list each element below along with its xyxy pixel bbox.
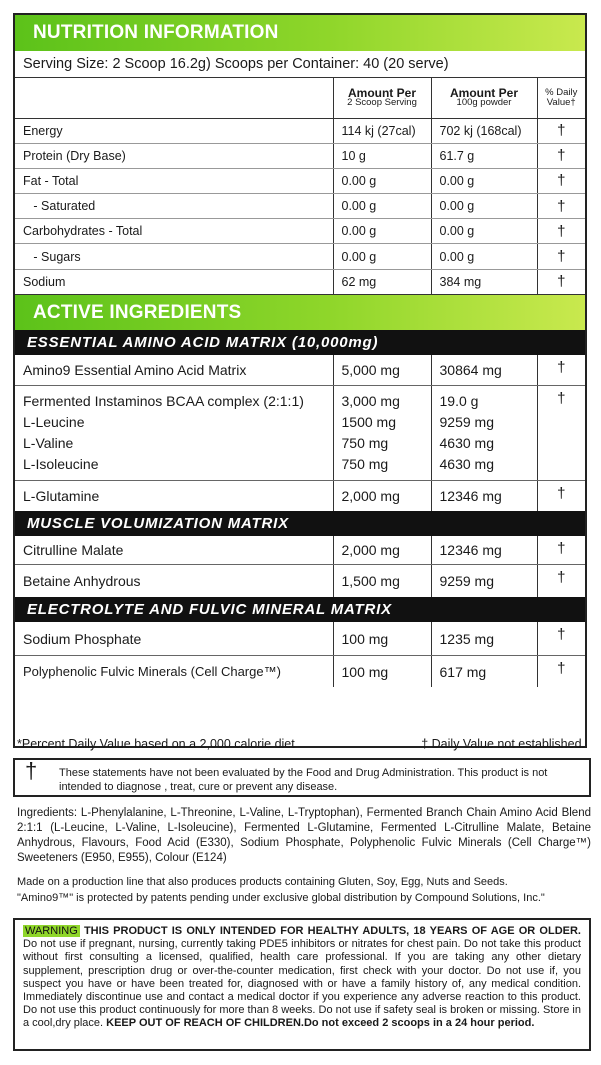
table-row	[15, 244, 585, 269]
active-ingredients-heading: ACTIVE INGREDIENTS	[15, 294, 585, 330]
percent-dv-note: *Percent Daily Value based on a 2,000 calorie diet	[17, 737, 295, 751]
serving-info: Serving Size: 2 Scoop 16.2g) Scoops per Container: 40 (20 serve)	[15, 51, 585, 78]
table-row	[15, 168, 585, 193]
ingredient-serving: 1,500 mg	[333, 564, 431, 597]
table-row	[15, 622, 585, 655]
ingredient-per100: 1235 mg	[431, 622, 537, 655]
nutrient-dv: †	[537, 219, 585, 244]
nutrient-serving: 0.00 g	[333, 244, 431, 269]
ingredient-name: Polyphenolic Fulvic Minerals (Cell Charge™)	[23, 664, 281, 680]
nutrient-per100: 0.00 g	[431, 219, 537, 244]
nutrient-dv: †	[537, 143, 585, 168]
ingredient-dv: †	[537, 564, 585, 597]
ingredient-per100: 617 mg	[431, 655, 537, 687]
nutrient-name: Carbohydrates - Total	[15, 219, 333, 244]
ingredient-dv: †	[537, 655, 585, 687]
fda-disclaimer	[13, 758, 591, 797]
table-row	[15, 355, 585, 385]
matrix-title-electrolyte: ELECTROLYTE AND FULVIC MINERAL MATRIX	[15, 597, 585, 622]
ingredient-per100: 9259 mg	[431, 564, 537, 597]
nutrient-per100: 0.00 g	[431, 168, 537, 193]
nutrient-name: Fat - Total	[15, 168, 333, 193]
nutrient-name: Protein (Dry Base)	[15, 143, 333, 168]
electrolyte-matrix-table	[15, 622, 585, 687]
ingredient-per100: 12346 mg	[431, 536, 537, 564]
daily-value-footnote	[17, 737, 585, 751]
dv-not-established-note: † Daily Value not established.	[421, 737, 585, 751]
table-row	[15, 564, 585, 597]
nutrient-dv: †	[537, 244, 585, 269]
nutrient-dv: †	[537, 168, 585, 193]
nutrient-name: - Sugars	[15, 244, 333, 269]
table-row	[15, 480, 585, 511]
ingredient-dv: †	[537, 480, 585, 511]
ingredient-serving: 1500 mg	[341, 413, 396, 430]
ingredient-name: L-Isoleucine	[23, 455, 99, 472]
ingredient-name: Amino9 Essential Amino Acid Matrix	[15, 355, 333, 385]
nutrient-per100: 0.00 g	[431, 194, 537, 219]
ingredient-dv: †	[537, 536, 585, 564]
ingredient-dv: †	[537, 622, 585, 655]
ingredient-serving: 3,000 mg	[341, 392, 400, 409]
table-row	[15, 269, 585, 294]
ingredient-serving: 5,000 mg	[333, 355, 431, 385]
col-per-serving: Amount Per 2 Scoop Serving	[333, 78, 431, 118]
ingredient-name: Fermented Instaminos BCAA complex (2:1:1)	[23, 392, 304, 409]
table-row	[15, 143, 585, 168]
bcaa-servings	[333, 385, 431, 480]
supplement-facts-panel	[13, 13, 587, 748]
ingredient-serving: 750 mg	[341, 434, 389, 451]
nutrient-serving: 114 kj (27cal)	[333, 118, 431, 143]
ingredients-list: Ingredients: L-Phenylalanine, L-Threonine, L-Valine, L-Tryptophan), Fermented Branch Chain Amino Acid Blend 2:1:1 (L-Leucine, L-Valine, L-Isoleucine), Fermented L-Glutamine, Fermented L-Citrulline Malate, Betaine Anhydrous, Flavours, Food Acid (E330), Sodium Phosphate, Polyphenolic Fulvic Minerals (Cell Charge™) Sweeteners (E950, E955), Colour (E124)	[17, 807, 591, 864]
bcaa-per100	[431, 385, 537, 480]
nutrient-per100: 384 mg	[431, 269, 537, 294]
nutrition-heading: NUTRITION INFORMATION	[15, 15, 585, 51]
ingredient-per100: 12346 mg	[431, 480, 537, 511]
ingredient-dv: †	[537, 355, 585, 385]
disclaimer-text: These statements have not been evaluated by the Food and Drug Administration. This product is not intended to diagnose , treat, cure or prevent any disease.	[59, 767, 548, 793]
warning-lead: THIS PRODUCT IS ONLY INTENDED FOR HEALTHY ADULTS, 18 YEARS OF AGE OR OLDER.	[79, 925, 581, 937]
ingredient-per100: 9259 mg	[439, 413, 494, 430]
nutrient-serving: 0.00 g	[333, 219, 431, 244]
ingredient-serving: 100 mg	[333, 655, 431, 687]
nutrient-dv: †	[537, 269, 585, 294]
ingredient-serving: 750 mg	[341, 455, 389, 472]
ingredient-dv: †	[537, 385, 585, 480]
nutrient-serving: 10 g	[333, 143, 431, 168]
table-row	[15, 385, 585, 480]
table-row	[15, 536, 585, 564]
amino-matrix-table	[15, 355, 585, 511]
ingredient-per100: 4630 mg	[439, 455, 494, 472]
ingredient-name: L-Glutamine	[23, 488, 100, 505]
nutrient-serving: 0.00 g	[333, 168, 431, 193]
patent-note: "Amino9™" is protected by patents pending under exclusive global distribution by Compound Solutions, Inc."	[17, 892, 545, 904]
nutrient-name: Sodium	[23, 274, 66, 289]
warning-tail: KEEP OUT OF REACH OF CHILDREN.Do not exceed 2 scoops in a 24 hour period.	[106, 1017, 535, 1030]
table-row	[15, 118, 585, 143]
allergen-note: Made on a production line that also produces products containing Gluten, Soy, Egg, Nuts and Seeds.	[17, 876, 508, 888]
col-per-100g: Amount Per 100g powder	[431, 78, 537, 118]
ingredient-per100: 19.0 g	[439, 392, 479, 409]
ingredient-per100: 30864 mg	[431, 355, 537, 385]
nutrition-table	[15, 78, 585, 294]
ingredient-serving: 2,000 mg	[333, 536, 431, 564]
warning-box	[13, 918, 591, 1051]
nutrient-dv: †	[537, 118, 585, 143]
nutrition-header-row	[15, 78, 585, 118]
ingredient-serving: 2,000 mg	[333, 480, 431, 511]
warning-label: WARNING	[25, 925, 78, 937]
ingredient-name: Sodium Phosphate	[15, 622, 333, 655]
dagger-icon: †	[25, 758, 38, 783]
nutrient-name: - Saturated	[15, 194, 333, 219]
table-row	[15, 194, 585, 219]
nutrient-name: Energy	[15, 118, 333, 143]
volumization-matrix-table	[15, 536, 585, 597]
nutrient-dv: †	[537, 194, 585, 219]
nutrient-per100: 61.7 g	[431, 143, 537, 168]
col-daily-value: % Daily Value†	[537, 78, 585, 118]
table-row	[15, 219, 585, 244]
nutrient-serving: 0.00 g	[333, 194, 431, 219]
ingredient-name: Citrulline Malate	[15, 536, 333, 564]
nutrient-serving: 62 mg	[333, 269, 431, 294]
table-row	[15, 655, 585, 687]
nutrient-per100: 702 kj (168cal)	[431, 118, 537, 143]
ingredient-per100: 4630 mg	[439, 434, 494, 451]
ingredient-name: Betaine Anhydrous	[23, 573, 141, 590]
ingredient-name: L-Leucine	[23, 413, 85, 430]
nutrient-per100: 0.00 g	[431, 244, 537, 269]
matrix-title-volumization: MUSCLE VOLUMIZATION MATRIX	[15, 511, 585, 536]
matrix-title-amino: ESSENTIAL AMINO ACID MATRIX (10,000mg)	[15, 330, 585, 355]
ingredient-name: L-Valine	[23, 434, 74, 451]
warning-body: Do not use if pregnant, nursing, currently taking PDE5 inhibitors or nitrates for chest pain. Do not take this product without first consulting a licensed, qualified, health care professional. If you are taking any other dietary supplement, prescription drug or over-the-counter medication, first check with your doctor. Do not use if, you suspect you have or have been treated for, diagnosed with or have a family history of, any medical condition. Immediately discontinue use and contact a medical doctor if you experience any adverse reaction to this product. Do not use this product continuously for more than 8 weeks. Do not use if safety seal is broken or missing. Store in a cool,dry place.	[23, 938, 581, 1030]
bcaa-names	[15, 385, 333, 480]
ingredient-serving: 100 mg	[333, 622, 431, 655]
